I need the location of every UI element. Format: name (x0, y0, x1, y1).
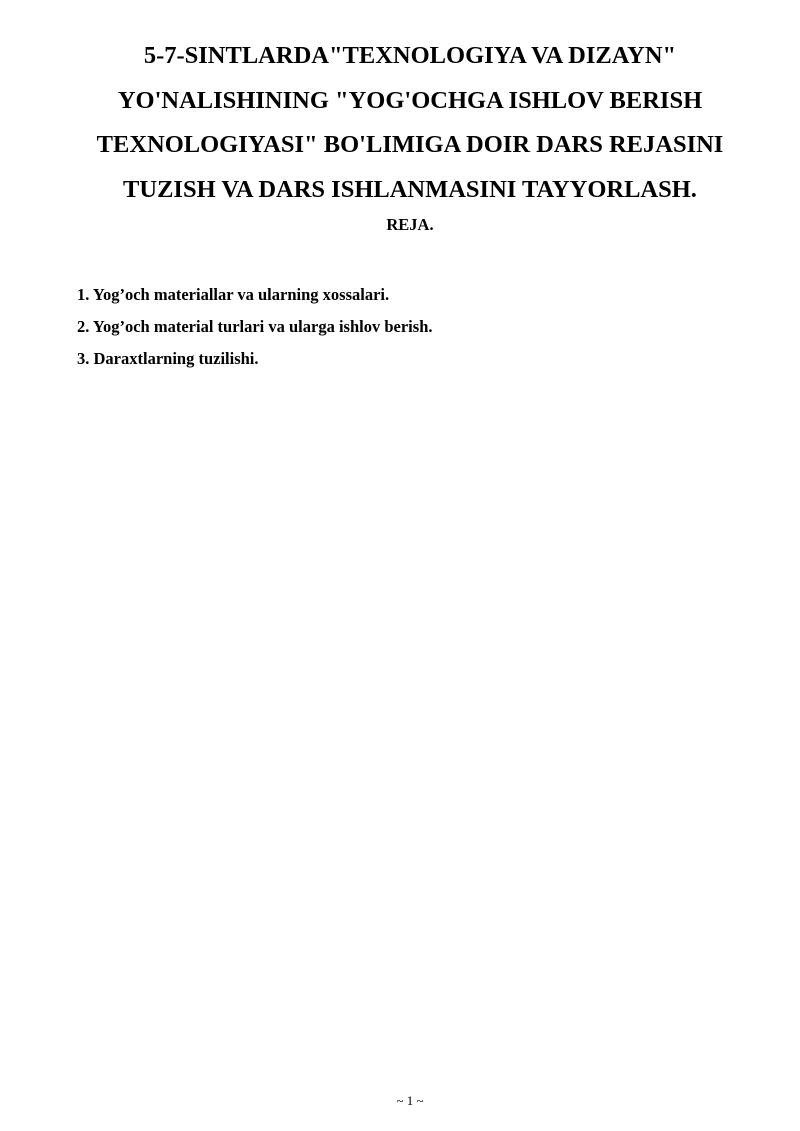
title-line-4: TUZISH VA DARS ISHLANMASINI TAYYORLASH. (123, 175, 697, 203)
title-line-1: 5-7-SINTLARDA"TEXNOLOGIYA VA DIZAYN" (143, 42, 677, 69)
plan-item-3: 3. Daraxtlarning tuzilishi. (77, 349, 259, 368)
title-line-2: YO'NALISHINING "YOG'OCHGA ISHLOV BERISH (117, 86, 703, 114)
document-title (70, 34, 750, 212)
plan-heading: REJA. (386, 215, 434, 234)
plan-list (77, 279, 433, 375)
page-number: ~ 1 ~ (396, 1093, 424, 1108)
title-line-3: TEXNOLOGIYASI" BO'LIMIGA DOIR DARS REJASINI (96, 131, 724, 158)
plan-item-1: 1. Yog’och materiallar va ularning xossalari. (77, 285, 390, 304)
plan-item-2: 2. Yog’och material turlari va ularga ishlov berish. (77, 317, 433, 336)
